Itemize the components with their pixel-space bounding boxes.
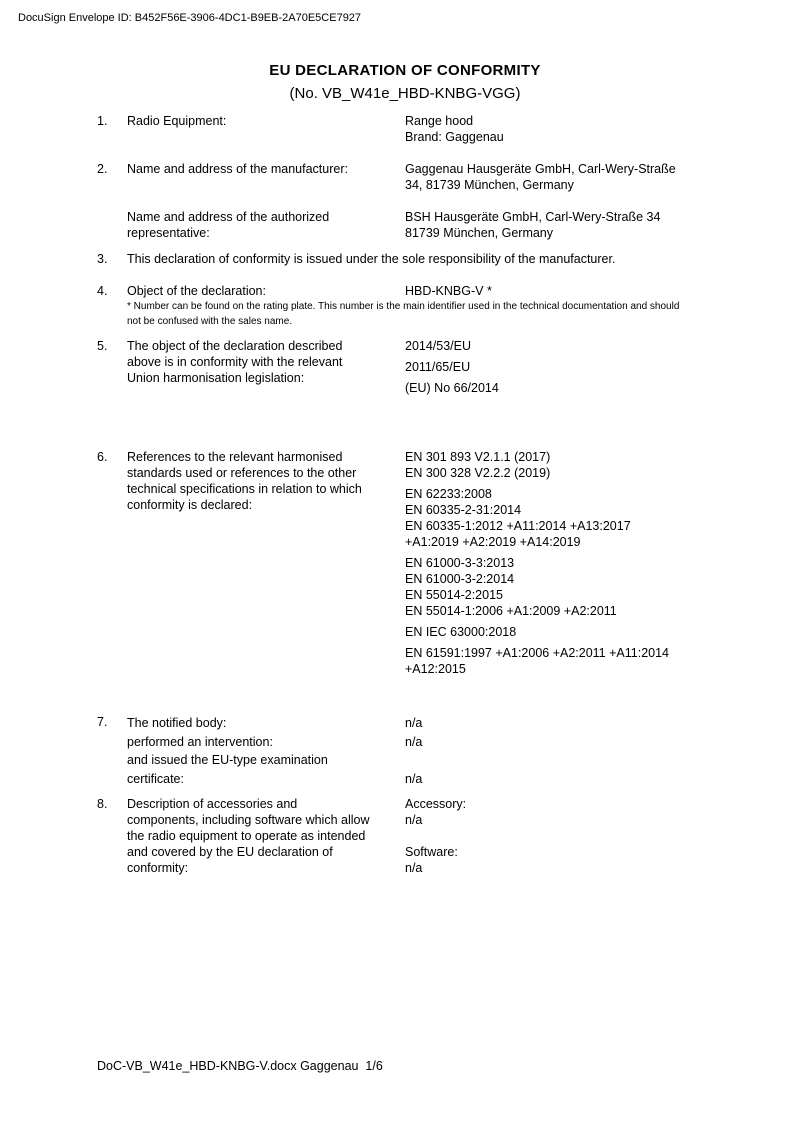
standard-line: EN 60335-2-31:2014: [405, 503, 522, 517]
item-value: HBD-KNBG-V *: [405, 284, 492, 298]
title-block: [97, 62, 713, 103]
item-8-accessories-components: [97, 796, 713, 876]
standards-group: [405, 645, 713, 677]
row-value: n/a: [405, 734, 423, 749]
standard-line: EN 300 328 V2.2.2 (2019): [405, 466, 551, 480]
notified-body-row: [127, 733, 713, 752]
label-line: The object of the declaration described: [127, 339, 343, 353]
label-line: technical specifications in relation to which: [127, 482, 362, 496]
label-line: above is in conformity with the relevant: [127, 355, 343, 369]
rating-plate-footnote: * Number can be found on the rating plate. This number is the main identifier used in the technical documentation and should not be confused with the sales name.: [127, 301, 680, 327]
standards-list: [405, 449, 713, 677]
item-text: This declaration of conformity is issued under the sole responsibility of the manufacturer.: [127, 252, 616, 266]
standard-line: EN 62233:2008: [405, 487, 492, 501]
item-number: 8.: [97, 797, 108, 811]
item-3-sole-responsibility: [97, 251, 713, 267]
row-value: n/a: [405, 771, 423, 786]
software-value: n/a: [405, 861, 423, 875]
accessory-label: Accessory:: [405, 797, 467, 811]
item-number: 6.: [97, 450, 108, 464]
label-line: Name and address of the authorized: [127, 210, 330, 224]
item-value: [405, 796, 713, 876]
item-5-harmonisation-legislation: [97, 338, 713, 396]
value-line: Brand: Gaggenau: [405, 130, 504, 144]
docusign-envelope-id: DocuSign Envelope ID: B452F56E-3906-4DC1-B9EB-2A70E5CE7927: [18, 12, 362, 24]
item-label: [127, 796, 405, 876]
label-line: Union harmonisation legislation:: [127, 371, 305, 385]
standard-line: EN 55014-2:2015: [405, 588, 503, 602]
accessory-value: n/a: [405, 813, 423, 827]
standard-line: EN 61000-3-2:2014: [405, 572, 515, 586]
label-line: components, including software which allow: [127, 813, 370, 827]
standard-line: EN 61000-3-3:2013: [405, 556, 515, 570]
item-2-manufacturer: [97, 161, 713, 193]
value-line: Range hood: [405, 114, 474, 128]
standard-line: EN 60335-1:2012 +A11:2014 +A13:2017: [405, 519, 631, 533]
item-7-notified-body: [97, 714, 713, 788]
item-label: [127, 449, 405, 513]
label-line: and covered by the EU declaration of: [127, 845, 333, 859]
standard-line: +A12:2015: [405, 662, 466, 676]
value-line: Gaggenau Hausgeräte GmbH, Carl-Wery-Straße: [405, 162, 676, 176]
software-label: Software:: [405, 845, 458, 859]
legislation-entry: 2014/53/EU: [405, 339, 472, 353]
item-number: 1.: [97, 114, 108, 128]
label-line: conformity is declared:: [127, 498, 253, 512]
item-number: 5.: [97, 339, 108, 353]
software-block: [405, 844, 713, 876]
row-value: [405, 751, 713, 770]
notified-body-row: [127, 714, 713, 733]
standard-line: EN IEC 63000:2018: [405, 625, 517, 639]
item-4-object-of-declaration: [97, 283, 713, 329]
row-label: certificate:: [127, 771, 184, 786]
row-label: performed an intervention:: [127, 734, 273, 749]
item-label: Name and address of the manufacturer:: [127, 162, 348, 176]
row-value: n/a: [405, 716, 423, 730]
item-label: [127, 209, 405, 241]
item-label: Object of the declaration:: [127, 284, 266, 298]
item-value: [405, 113, 713, 145]
standard-line: +A1:2019 +A2:2019 +A14:2019: [405, 535, 581, 549]
notified-body-rows: [127, 714, 713, 788]
row-label: and issued the EU-type examination: [127, 753, 328, 767]
standards-group: [405, 486, 713, 550]
standard-line: EN 61591:1997 +A1:2006 +A2:2011 +A11:2014: [405, 646, 670, 660]
item-label: Radio Equipment:: [127, 114, 227, 128]
label-line: standards used or references to the other: [127, 466, 357, 480]
notified-body-row: [127, 751, 713, 770]
item-number: 4.: [97, 284, 108, 298]
standards-group: [405, 449, 713, 481]
label-line: conformity:: [127, 861, 189, 875]
legislation-entry: 2011/65/EU: [405, 360, 471, 374]
legislation-entry: (EU) No 66/2014: [405, 381, 499, 395]
standard-line: EN 301 893 V2.1.1 (2017): [405, 450, 551, 464]
row-label: The notified body:: [127, 716, 227, 730]
notified-body-row: [127, 770, 713, 789]
label-line: Description of accessories and: [127, 797, 298, 811]
value-line: 81739 München, Germany: [405, 226, 554, 240]
label-line: References to the relevant harmonised: [127, 450, 343, 464]
standard-line: EN 55014-1:2006 +A1:2009 +A2:2011: [405, 604, 617, 618]
standards-group: [405, 624, 713, 640]
item-value: [405, 209, 713, 241]
item-1-radio-equipment: [97, 113, 713, 145]
value-line: BSH Hausgeräte GmbH, Carl-Wery-Straße 34: [405, 210, 661, 224]
page-footer: DoC-VB_W41e_HBD-KNBG-V.docx Gaggenau 1/6: [97, 1059, 383, 1073]
label-line: representative:: [127, 226, 210, 240]
standards-group: [405, 555, 713, 619]
item-number: 3.: [97, 252, 108, 266]
value-line: 34, 81739 München, Germany: [405, 178, 574, 192]
item-6-harmonised-standards: [97, 449, 713, 677]
item-value: [405, 161, 713, 193]
document-title: EU DECLARATION OF CONFORMITY: [269, 62, 541, 79]
item-label: [127, 338, 405, 386]
declaration-body: [97, 113, 713, 876]
legislation-list: [405, 338, 713, 396]
item-number: 2.: [97, 162, 108, 176]
item-2-authorized-representative: [97, 209, 713, 241]
item-number: 7.: [97, 715, 108, 729]
label-line: the radio equipment to operate as intended: [127, 829, 366, 843]
document-subtitle: (No. VB_W41e_HBD-KNBG-VGG): [289, 85, 521, 102]
